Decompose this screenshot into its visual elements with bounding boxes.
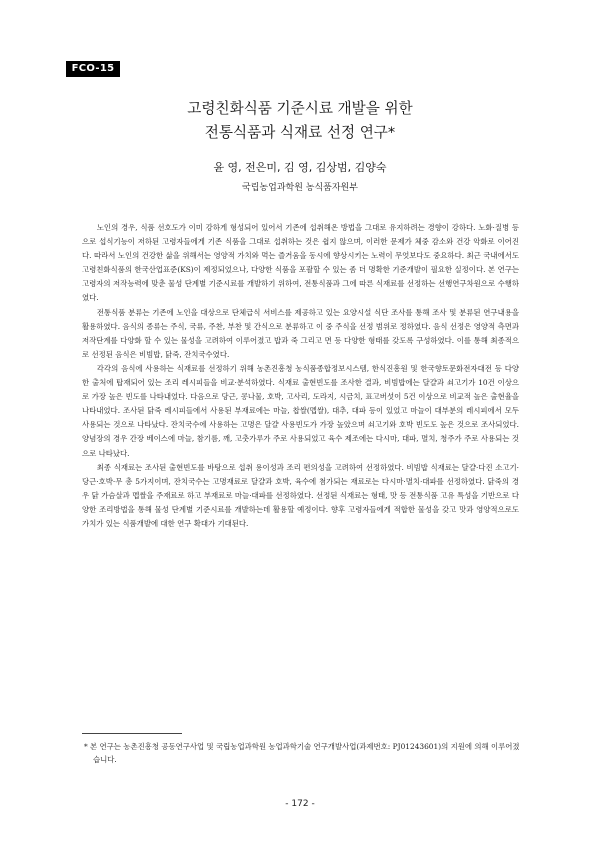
page-number: - 172 -	[285, 799, 315, 809]
title-line-2: 전통식품과 식재료 선정 연구*	[204, 124, 396, 141]
body-paragraph-3: 각각의 음식에 사용하는 식재료를 선정하기 위해 농촌진흥청 농식품종합정보시스템, 한식진흥원 및 한국향토문화전자대전 등 다양한 출처에 탑재되어 있는 조리 레시피들을 비교·분석하였다. 식재료 출현빈도를 조사한 결과, 비빔밥에는 달걀과 쇠고기가 10건 이상으로 가장 높은 빈도를 나타내었다. 다음으로 당근, 콩나물, 호박, 고사리, 도라지, 시금치, 표고버섯이 5건 이상으로 비교적 높은 출현율을 나타내었다. 조사된 닭죽 레시피들에서 사용된 부재료에는 마늘, 찹쌀(멥쌀), 대추, 대파 등이 있었고 마늘이 대부분의 레시피에서 모두 사용되는 것으로 나타났다. 잔치국수에 사용하는 고명은 달걀 사용빈도가 가장 높았으며 쇠고기와 호박 빈도도 높은 것으로 조사되었다. 양념장의 경우 간장 베이스에 마늘, 참기름, 깨, 고춧가루가 주로 사용되었고 육수 제조에는 다시마, 대파, 멸치, 청주가 주로 사용되는 것으로 나타났다.	[82, 363, 519, 458]
paper-title	[0, 97, 600, 145]
footnote	[84, 740, 524, 766]
session-code-badge: FCO-15	[66, 61, 120, 77]
abstract-body	[82, 221, 519, 531]
footnote-text: * 본 연구는 농촌진흥청 공동연구사업 및 국립농업과학원 농업과학기술 연구개발사업(과제번호: PJ01243601)의 지원에 의해 이루어졌습니다.	[84, 742, 520, 764]
body-paragraph-4: 최종 식재료는 조사된 출현빈도를 바탕으로 섭취 용이성과 조리 편의성을 고려하여 선정하였다. 비빔밥 식재료는 달걀·다진 소고기·당근·호박·무 총 5가지이며, 잔치국수는 고명재료로 달걀과 호박, 육수에 첨가되는 재료로는 다시마·멸치·대파를 선정하였다. 닭죽의 경우 닭 가슴살과 멥쌀을 주재료로 하고 부재료로 마늘·대파를 선정하였다. 선정된 식재료는 형태, 맛 등 전통식품 고유 특성을 기반으로 다양한 조리방법을 통해 물성 단계별 기준시료를 개발하는데 활용할 예정이다. 향후 고령자들에게 적합한 물성을 갖고 맛과 영양적으로도 가치가 있는 식품개발에 대한 연구 확대가 기대된다.	[82, 462, 519, 528]
body-paragraph-1: 노인의 경우, 식품 선호도가 이미 강하게 형성되어 있어서 기존에 섭취해온 방법을 그대로 유지하려는 경향이 강하다. 노화·질병 등으로 섭식기능이 저하된 고령자들에게 기존 식품을 그대로 섭취하는 것은 쉽지 않으며, 이러한 문제가 체중 감소와 건강 악화로 이어진다. 따라서 노인의 건강한 삶을 위해서는 영양적 가치와 먹는 즐거움을 동시에 향상시키는 노력이 무엇보다도 중요하다. 최근 국내에서도 고령친화식품의 한국산업표준(KS)이 제정되었으나, 다양한 식품을 포괄할 수 있는 좀 더 명확한 기준개발이 필요한 실정이다. 본 연구는 고령자의 저작능력에 맞춘 물성 단계별 기준시료를 개발하기 위하여, 전통식품과 그에 따른 식재료를 선정하는 선행연구차원으로 수행하였다.	[82, 223, 519, 303]
author-list: 윤 영, 전은미, 김 영, 김상범, 김양숙	[213, 161, 387, 174]
body-paragraph-2: 전통식품 분류는 기존에 노인을 대상으로 단체급식 서비스를 제공하고 있는 요양시설 식단 조사를 통해 조사 및 분류된 연구내용을 활용하였다. 음식의 종류는 주식, 국류, 주찬, 부찬 및 간식으로 분류하고 이 중 주식을 선정 범위로 정하였다. 음식 선정은 영양적 측면과 저작단계를 다양화 할 수 있는 물성을 고려하여 이루어졌고 밥과 죽 그리고 면 등 다양한 형태를 갖도록 구성하였다. 이를 통해 최종적으로 선정된 음식은 비빔밥, 닭죽, 잔치국수였다.	[82, 307, 519, 359]
title-line-1: 고령친화식품 기준시료 개발을 위한	[187, 100, 413, 117]
footnote-divider	[82, 733, 182, 734]
author-affiliation: 국립농업과학원 농식품자원부	[242, 183, 358, 193]
